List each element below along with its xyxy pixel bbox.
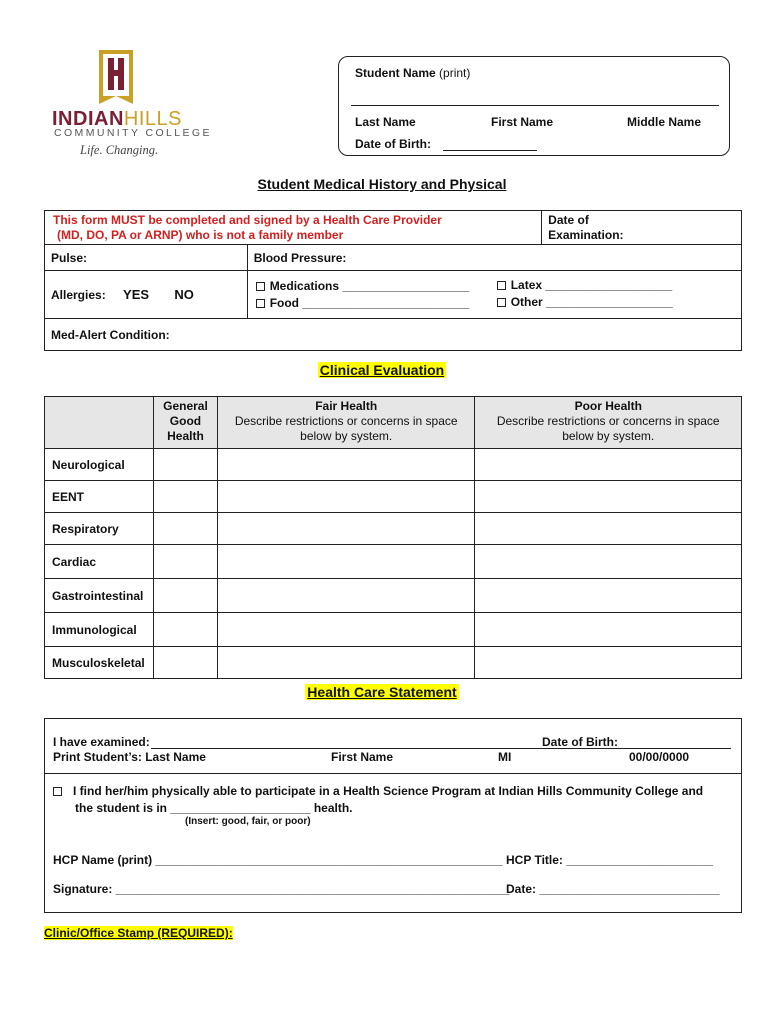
page-title: Student Medical History and Physical [257, 176, 507, 192]
first-name-label: First Name [491, 115, 554, 129]
allergies-label: Allergies: [51, 288, 106, 302]
fair-health-header: Fair Health Describe restrictions or concerns in space below by system. [217, 397, 475, 449]
poor-health-input[interactable] [475, 449, 742, 481]
general-health-input[interactable] [153, 545, 217, 579]
examined-line[interactable] [151, 748, 731, 749]
finding-checkbox[interactable] [53, 787, 62, 796]
table-row [45, 613, 742, 647]
general-health-input[interactable] [153, 481, 217, 513]
system-label: Immunological [45, 613, 154, 647]
table-row [45, 513, 742, 545]
student-dob-label: Date of Birth: [355, 137, 431, 151]
general-health-header: General Good Health [153, 397, 217, 449]
latex-option[interactable]: Latex ___________________ [497, 277, 673, 294]
date-field[interactable]: Date: ___________________________ [506, 882, 720, 896]
student-name-label: Student Name (print) [355, 66, 471, 80]
other-option[interactable]: Other ___________________ [497, 294, 673, 311]
system-label: Cardiac [45, 545, 154, 579]
fair-health-input[interactable] [217, 613, 475, 647]
table-row [45, 579, 742, 613]
hcp-title-field[interactable]: HCP Title: ______________________ [506, 853, 714, 867]
insert-note: (Insert: good, fair, or poor) [185, 816, 311, 827]
poor-health-input[interactable] [475, 481, 742, 513]
poor-health-input[interactable] [475, 545, 742, 579]
fair-health-input[interactable] [217, 579, 475, 613]
other-checkbox[interactable] [497, 298, 506, 307]
medical-history-table [44, 210, 742, 351]
college-logo [52, 50, 212, 160]
wordmark-light: HILLS [123, 108, 182, 130]
statement-dob-label: Date of Birth: [542, 735, 618, 749]
fair-health-input[interactable] [217, 449, 475, 481]
print-first-name-label: First Name [331, 750, 394, 764]
college-emblem-icon [99, 50, 133, 104]
finding-line-2[interactable]: the student is in _____________________ health. [75, 801, 353, 815]
pulse-cell[interactable]: Pulse: [45, 245, 248, 271]
food-option[interactable]: Food _________________________ [256, 295, 733, 312]
exam-date-cell[interactable]: Date of Examination: [542, 211, 742, 245]
medications-checkbox[interactable] [256, 282, 265, 291]
table-row [45, 545, 742, 579]
dob-format: 00/00/0000 [629, 750, 690, 764]
clinical-evaluation-heading: Clinical Evaluation [319, 362, 445, 378]
health-care-statement-heading: Health Care Statement [307, 684, 457, 700]
college-tagline: Life. Changing. [80, 143, 159, 157]
general-health-input[interactable] [153, 647, 217, 679]
health-care-statement-box [44, 718, 742, 913]
system-header-cell [45, 397, 154, 449]
allergies-yes-option[interactable]: YES [123, 287, 150, 302]
finding-line-1: I find her/him physically able to participate in a Health Science Program at Indian Hills Community College and [53, 784, 703, 798]
student-info-box [338, 56, 730, 156]
signature-field[interactable]: Signature: ___________________________________________________________ [53, 882, 510, 896]
provider-notice: This form MUST be completed and signed by a Health Care Provider (MD, DO, PA or ARNP) who is not a family member [45, 211, 542, 245]
system-label: Musculoskeletal [45, 647, 154, 679]
print-last-name-label: Print Student’s: Last Name [53, 750, 206, 764]
allergies-cell [45, 271, 248, 319]
poor-health-header: Poor Health Describe restrictions or concerns in space below by system. [475, 397, 742, 449]
general-health-input[interactable] [153, 579, 217, 613]
examined-label: I have examined: [53, 735, 150, 749]
blood-pressure-cell[interactable]: Blood Pressure: [247, 245, 741, 271]
poor-health-input[interactable] [475, 513, 742, 545]
poor-health-input[interactable] [475, 579, 742, 613]
system-label: Respiratory [45, 513, 154, 545]
fair-health-input[interactable] [217, 647, 475, 679]
general-health-input[interactable] [153, 449, 217, 481]
health-care-statement-heading-wrap [0, 684, 764, 702]
clinic-stamp-label: Clinic/Office Stamp (REQUIRED): [44, 926, 233, 940]
fair-health-input[interactable] [217, 481, 475, 513]
fair-health-input[interactable] [217, 545, 475, 579]
general-health-input[interactable] [153, 513, 217, 545]
hcp-name-field[interactable]: HCP Name (print) ____________________________________________________ [53, 853, 503, 867]
general-health-input[interactable] [153, 613, 217, 647]
statement-divider [45, 773, 741, 774]
food-checkbox[interactable] [256, 299, 265, 308]
allergy-types-cell [247, 271, 741, 319]
table-row [45, 481, 742, 513]
allergies-no-option[interactable]: NO [174, 287, 194, 302]
table-row [45, 647, 742, 679]
medications-option[interactable]: Medications ___________________ [256, 278, 733, 295]
poor-health-input[interactable] [475, 613, 742, 647]
middle-name-label: Middle Name [627, 115, 702, 129]
table-row [45, 449, 742, 481]
clinic-stamp-label-wrap [44, 924, 233, 942]
print-mi-label: MI [498, 750, 512, 764]
system-label: EENT [45, 481, 154, 513]
latex-checkbox[interactable] [497, 281, 506, 290]
clinical-evaluation-heading-wrap [0, 362, 764, 380]
system-label: Gastrointestinal [45, 579, 154, 613]
student-dob-line[interactable] [443, 150, 537, 151]
med-alert-cell[interactable]: Med-Alert Condition: [45, 319, 742, 351]
wordmark-bold: INDIAN [52, 108, 124, 130]
poor-health-input[interactable] [475, 647, 742, 679]
student-name-line[interactable] [351, 105, 719, 106]
college-subtitle: COMMUNITY COLLEGE [54, 127, 212, 139]
last-name-label: Last Name [355, 115, 416, 129]
fair-health-input[interactable] [217, 513, 475, 545]
system-label: Neurological [45, 449, 154, 481]
clinical-evaluation-table [44, 396, 742, 679]
